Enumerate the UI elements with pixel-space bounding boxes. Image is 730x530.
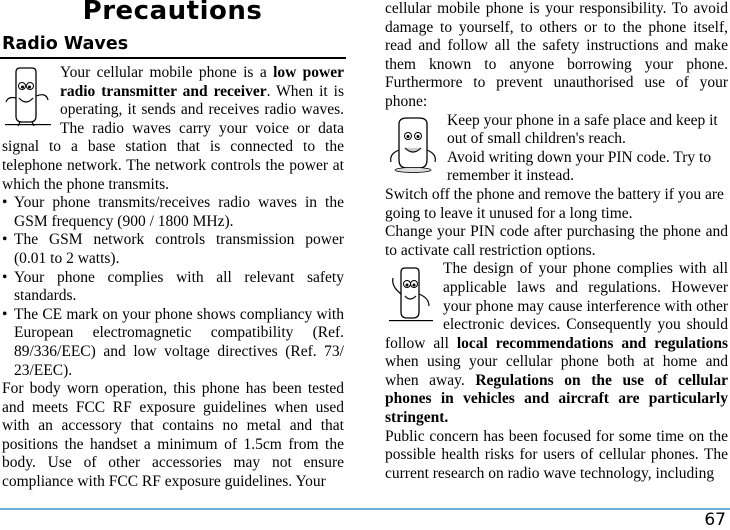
pin-code-paragraph: Avoid writing down your PIN code. Try to remember it instead. (447, 148, 712, 185)
section-heading: Radio Waves (2, 34, 129, 54)
list-item: • Your phone transmits/receives radio waves in the GSM frequency (900 / 1800 MHz). (2, 194, 344, 231)
section-rule (0, 57, 346, 59)
safe-keeping-block (385, 112, 728, 186)
body-worn-paragraph: For body worn operation, this phone has been tested and meets FCC RF exposure guidelines when used with an accessory that contains no metal and that positions the handset a minimum of 1.5cm from the body. Use of other accessories may not ensure compliance with FCC RF exposure guidelines. Your (2, 380, 344, 491)
switch-off-paragraph: Switch off the phone and remove the battery if you are going to leave it unused for a long time. (385, 185, 724, 222)
page-number: 67 (704, 510, 726, 530)
responsibility-paragraph: cellular mobile phone is your responsibility. To avoid damage to yourself, to others or to the phone itself, read and follow all the safety instructions and make them known to anyone borrowing your phone. Furthermore to prevent unauthorised use of your phone: (385, 0, 728, 110)
left-column (2, 64, 344, 492)
right-column (385, 0, 728, 483)
facts-list (2, 194, 344, 380)
change-pin-paragraph: Change your PIN code after purchasing the phone and to activate call restriction options. (385, 223, 728, 259)
list-item: • Your phone complies with all relevant safety standards. (2, 269, 344, 306)
health-concern-paragraph: Public concern has been focused for some time on the possible health risks for users of cellular phones. The current research on radio wave technology, including (385, 427, 728, 482)
regulations-paragraph: The design of your phone complies with all applicable laws and regulations. However your phone may cause interference with other electronic devices. Consequently you should follow all local recommendations and regulations when using your cellular phone both at home and when away. Regulations on the use of cellular phones in vehicles and aircraft are particularly stringent. (385, 260, 729, 427)
safe-place-paragraph: Keep your phone in a safe place and keep it out of small children's reach. (447, 111, 718, 148)
footer-rule (0, 508, 730, 510)
page-title: Precautions (82, 0, 263, 26)
intro-paragraph: Your cellular mobile phone is a low power radio transmitter and receiver. When it is operating, it sends and receives radio waves. The radio waves carry your voice or data signal to a base station that is connected to the telephone network. The network controls the power at which the phone transmits. (2, 64, 345, 193)
list-item: • The CE mark on your phone shows compliancy with European electromagnetic compatibility (Ref. 89/336/EEC) and low voltage directives (Ref. 73/ 23/EEC). (2, 306, 344, 380)
phone-mascot-icon (2, 66, 54, 128)
phone-mascot-icon (385, 114, 441, 174)
list-item: • The GSM network controls transmission power (0.01 to 2 watts). (2, 231, 344, 268)
phone-mascot-icon (385, 264, 437, 326)
